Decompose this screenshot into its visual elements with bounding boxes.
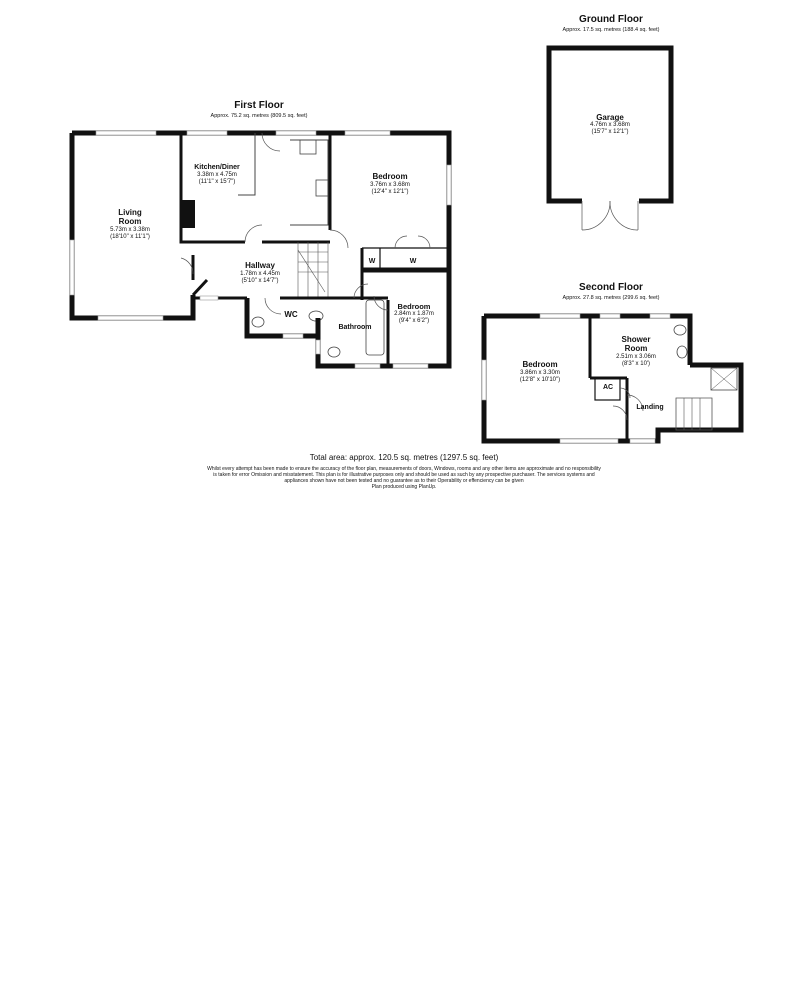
bedroom2-dim-ft: (9'4" x 6'2"): [398, 318, 430, 324]
ac-label: AC: [602, 384, 614, 391]
total-area: Total area: approx. 120.5 sq. metres (1297.5 sq. feet): [309, 453, 499, 462]
hallway-dim-m: 1.78m x 4.45m: [240, 271, 280, 277]
landing-label: Landing: [636, 404, 664, 411]
bedroom1-dim-ft: (12'4" x 12'1"): [371, 189, 409, 195]
bedroom1-dim-m: 3.76m x 3.68m: [370, 182, 410, 188]
shower-room-dim-ft: (8'3" x 10'): [621, 361, 651, 367]
ground-floor-title: Ground Floor: [579, 14, 643, 25]
garage-name: Garage: [596, 113, 624, 122]
disclaimer: [154, 466, 654, 490]
living-room-name-2: Room: [118, 217, 142, 226]
wardrobe-b-label: W: [409, 258, 417, 265]
disclaimer-line-4: Plan produced using PlanUp.: [371, 484, 437, 490]
ground-floor-area: Approx. 17.5 sq. metres (188.4 sq. feet): [562, 27, 660, 33]
kitchen-dim-ft: (11'1" x 15'7"): [198, 179, 236, 185]
hallway-name: Hallway: [245, 261, 275, 270]
bedroom3-name: Bedroom: [522, 360, 558, 369]
disclaimer-line-1: Whilst every attempt has been made to ensure the accuracy of the floor plan, measurements of doors, Windows, rooms and any other items are approximate and no responsibility: [207, 466, 601, 472]
shower-room-name-1: Shower: [621, 335, 651, 344]
second-floor-title: Second Floor: [579, 282, 643, 293]
first-floor-title: First Floor: [234, 100, 284, 111]
bedroom3-dim-ft: (12'8" x 10'10"): [519, 377, 561, 383]
disclaimer-line-3: appliances shown have not been tested and no guarantee as to their Operability or effenciency can be given: [284, 478, 524, 484]
shower-room-dim-m: 2.51m x 3.06m: [616, 354, 656, 360]
bathroom-name: Bathroom: [338, 324, 372, 331]
bedroom1-name: Bedroom: [372, 172, 408, 181]
bedroom3-dim-m: 3.86m x 3.30m: [520, 370, 560, 376]
bedroom2-dim-m: 2.84m x 1.87m: [394, 311, 434, 317]
disclaimer-line-2: is taken for error Omission and misstatement. This plan is for illustrative purposes only and should be used as such by any prospective purchaser. The services systems and: [213, 472, 595, 478]
garage-plan: [549, 48, 671, 230]
living-room-name-1: Living: [118, 208, 142, 217]
first-floor-plan: [70, 131, 451, 368]
bedroom2-name: Bedroom: [397, 302, 431, 311]
garage-dim-ft: (15'7" x 12'1"): [591, 129, 629, 135]
kitchen-dim-m: 3.38m x 4.75m: [197, 172, 237, 178]
living-room-dim-m: 5.73m x 3.38m: [110, 227, 150, 233]
shower-room-name-2: Room: [624, 344, 648, 353]
living-room-dim-ft: (18'10" x 11'1"): [110, 234, 150, 240]
wc-name: WC: [284, 310, 298, 319]
garage-dim-m: 4.76m x 3.68m: [590, 122, 630, 128]
second-floor-area: Approx. 27.8 sq. metres (299.6 sq. feet): [562, 295, 660, 301]
first-floor-area: Approx. 75.2 sq. metres (809.5 sq. feet): [210, 113, 308, 119]
kitchen-name: Kitchen/Diner: [194, 164, 240, 171]
wardrobe-a-label: W: [368, 258, 376, 265]
hallway-dim-ft: (5'10" x 14'7"): [241, 278, 279, 284]
